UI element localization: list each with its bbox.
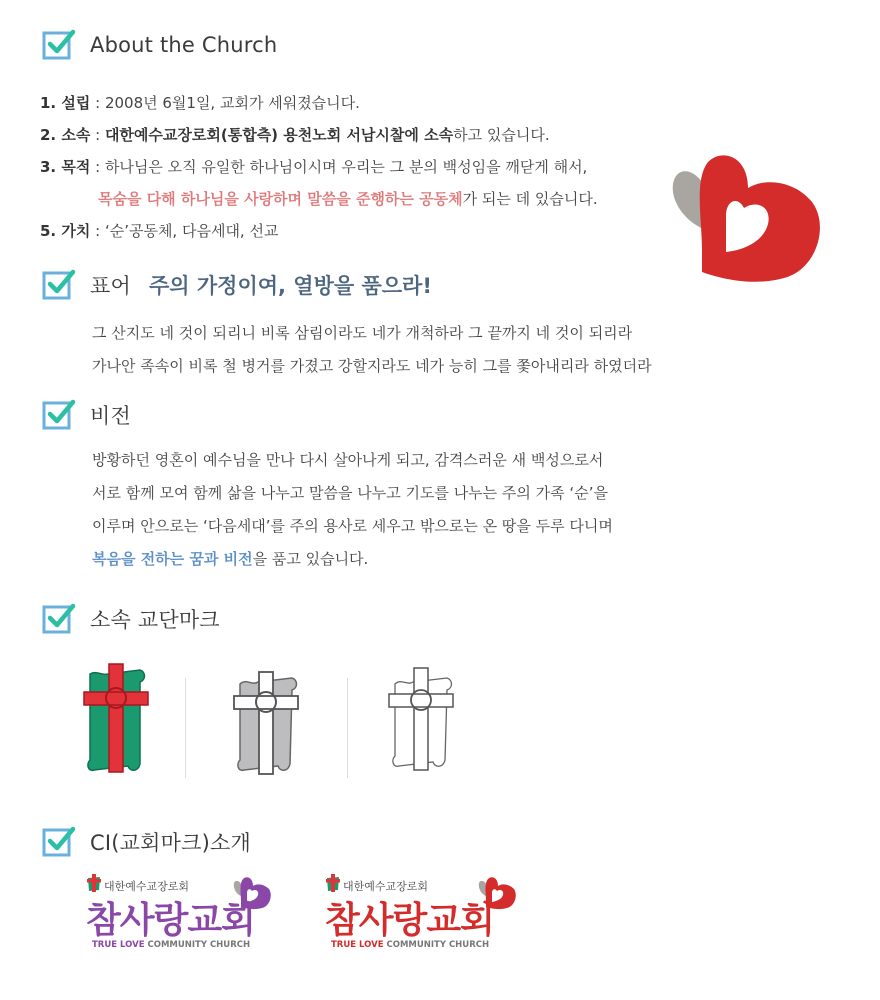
motto-heading — [42, 268, 432, 302]
ci-subtitle: TRUE LOVE COMMUNITY CHURCH — [331, 940, 490, 950]
ci-title: CI(교회마크)소개 — [90, 831, 251, 855]
divider — [185, 678, 186, 778]
info-purpose-continued: 목숨을 다해 하나님을 사랑하며 말씀을 준행하는 공동체가 되는 데 있습니다. — [98, 190, 598, 208]
denomination-cross-gray-icon — [230, 660, 302, 775]
info-purpose: 3. 목적 : 하나님은 오직 유일한 하나님이시며 우리는 그 분의 백성임을 깨닫게 해서, — [40, 158, 588, 176]
ci-logo-red — [325, 870, 525, 960]
divider — [347, 678, 348, 778]
checkbox-check-icon — [42, 602, 76, 636]
about-heading — [42, 28, 277, 62]
checkbox-check-icon — [42, 268, 76, 302]
denomination-marks — [70, 660, 490, 790]
ci-heading — [42, 825, 251, 859]
denomination-heading — [42, 602, 220, 636]
info-affiliation: 2. 소속 : 대한예수교장로회(통합측) 용천노회 서남시찰에 소속하고 있습니다. — [40, 126, 550, 144]
motto-verse: 그 산지도 네 것이 되리니 비록 삼림이라도 네가 개척하라 그 끝까지 네 것이 되리라 가나안 족속이 비록 철 병거를 가졌고 강할지라도 네가 능히 그를 쫓아내리라 하였더라 — [92, 324, 652, 375]
motto-title: 주의 가정이여, 열방을 품으라! — [148, 274, 432, 298]
denomination-title: 소속 교단마크 — [90, 608, 220, 632]
checkbox-check-icon — [42, 825, 76, 859]
cross-icon — [86, 874, 102, 892]
ci-org-text: 대한예수교장로회 — [104, 880, 190, 893]
info-values: 5. 가치 : ‘순’공동체, 다음세대, 선교 — [40, 222, 279, 240]
ci-org-text: 대한예수교장로회 — [343, 880, 429, 893]
checkbox-check-icon — [42, 398, 76, 432]
about-title: About the Church — [90, 33, 278, 57]
ci-name: 참사랑교회 — [86, 899, 255, 941]
ci-subtitle: TRUE LOVE COMMUNITY CHURCH — [92, 940, 251, 950]
denomination-cross-color-icon — [80, 660, 152, 775]
motto-label: 표어 — [90, 274, 131, 298]
cross-icon — [325, 874, 341, 892]
ci-logo-purple — [86, 870, 286, 960]
denomination-cross-outline-icon — [385, 660, 457, 775]
vision-title: 비전 — [90, 404, 131, 428]
vision-heading — [42, 398, 131, 432]
checkbox-check-icon — [42, 28, 76, 62]
info-founding: 1. 설립 : 2008년 6월1일, 교회가 세워졌습니다. — [40, 94, 360, 112]
vision-text: 방황하던 영혼이 예수님을 만나 다시 살아나게 되고, 감격스러운 새 백성으로서 서로 함께 모여 함께 삶을 나누고 말씀을 나누고 기도를 나누는 주의 가족 ‘순’을 이루며 안으로는 ‘다음세대’를 주의 용사로 세우고 밖으로는 온 땅을 두루 다니며 복음을 전하는 꿈과 비전을 품고 있습니다. — [92, 451, 613, 568]
ci-name: 참사랑교회 — [325, 899, 494, 941]
about-info-list — [40, 87, 680, 247]
heart-logo-icon — [664, 140, 824, 290]
